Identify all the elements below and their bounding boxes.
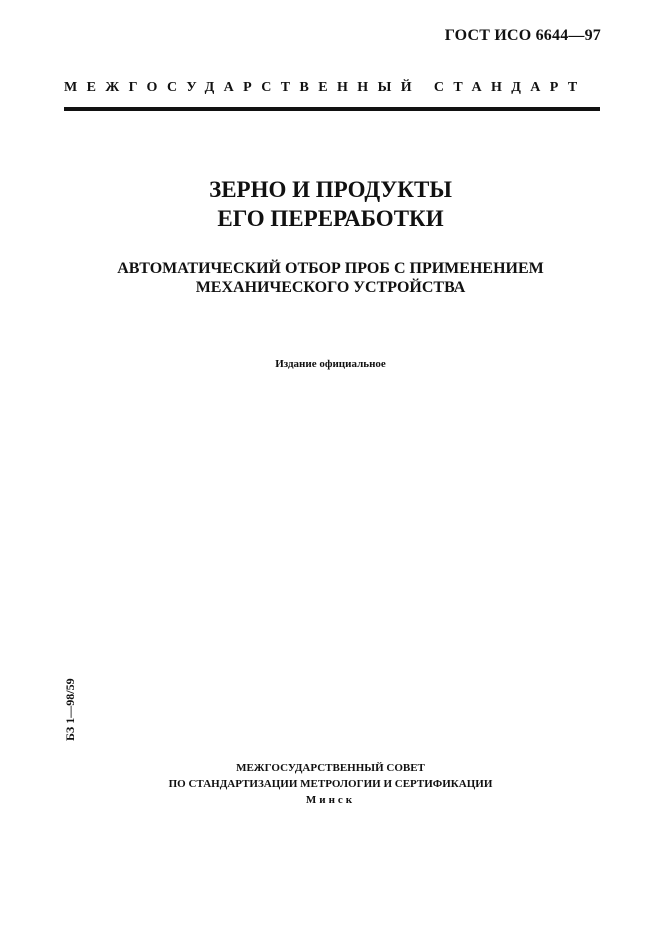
document-title-line-2: ЕГО ПЕРЕРАБОТКИ xyxy=(217,206,444,231)
document-title-line-1: ЗЕРНО И ПРОДУКТЫ xyxy=(209,177,452,202)
document-subtitle xyxy=(0,259,661,297)
standard-number: ГОСТ ИСО 6644—97 xyxy=(444,27,601,44)
side-catalog-code: БЗ 1—98/59 xyxy=(63,678,77,741)
header-divider xyxy=(64,107,600,111)
document-title xyxy=(0,175,661,233)
publisher-line-2: ПО СТАНДАРТИЗАЦИИ МЕТРОЛОГИИ И СЕРТИФИКАЦИИ xyxy=(168,778,493,790)
edition-note: Издание официальное xyxy=(275,358,386,370)
publisher-city: Минск xyxy=(305,794,356,806)
publisher-block xyxy=(0,760,661,808)
publisher-line-1: МЕЖГОСУДАРСТВЕННЫЙ СОВЕТ xyxy=(236,762,425,774)
standard-type-heading: МЕЖГОСУДАРСТВЕННЫЙ СТАНДАРТ xyxy=(64,80,587,95)
document-subtitle-line-2: МЕХАНИЧЕСКОГО УСТРОЙСТВА xyxy=(195,279,466,296)
document-subtitle-line-1: АВТОМАТИЧЕСКИЙ ОТБОР ПРОБ С ПРИМЕНЕНИЕМ xyxy=(117,260,544,277)
